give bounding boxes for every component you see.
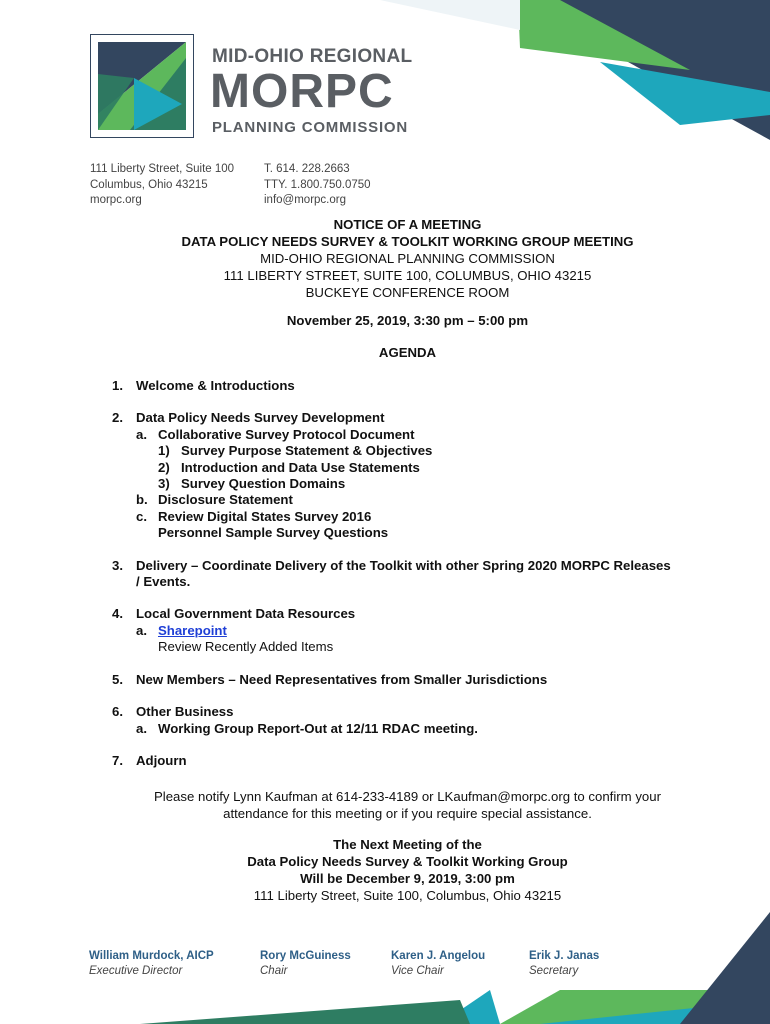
agenda-subitem — [136, 721, 712, 737]
subsubitem-number: 2) — [158, 459, 170, 475]
agenda-subsubitem — [158, 460, 712, 476]
signature-name: Erik J. Janas — [529, 950, 600, 962]
agenda-item-title: New Members – Need Representatives from Smaller Jurisdictions — [136, 671, 548, 687]
attendance-notice-line-1: Please notify Lynn Kaufman at 614-233-4189 or LKaufman@morpc.org to confirm your — [154, 789, 661, 804]
subsubitem-title: Survey Purpose Statement & Objectives — [181, 443, 433, 459]
subitem-letter: a. — [136, 622, 147, 638]
meeting-location: 111 LIBERTY STREET, SUITE 100, COLUMBUS, OHIO 43215 — [223, 268, 592, 283]
agenda-item — [112, 410, 712, 541]
agenda-item-title: Other Business — [136, 704, 234, 720]
next-meeting-location: 111 Liberty Street, Suite 100, Columbus, Ohio 43215 — [253, 888, 562, 903]
contact-email: info@morpc.org — [264, 194, 346, 206]
subitem-letter: c. — [136, 508, 147, 524]
agenda-subitem — [136, 509, 712, 542]
subsubitem-title: Survey Question Domains — [181, 476, 346, 492]
address-website: morpc.org — [90, 194, 142, 206]
subitem-title: Disclosure Statement — [158, 492, 293, 508]
subitem-title: Collaborative Survey Protocol Document — [158, 426, 415, 442]
agenda-item-title: Data Policy Needs Survey Development — [136, 410, 385, 426]
signature-block — [529, 949, 599, 979]
agenda-item-title-continued: / Events. — [136, 574, 191, 590]
agenda-item-title: Adjourn — [136, 752, 187, 768]
agenda-item — [112, 753, 712, 769]
signature-title: Chair — [260, 965, 288, 977]
agenda-item-number: 1. — [112, 378, 123, 393]
next-meeting-date: Will be December 9, 2019, 3:00 pm — [300, 871, 515, 886]
subsubitem-number: 1) — [158, 443, 170, 459]
next-meeting — [100, 836, 715, 904]
logo-line-3: PLANNING COMMISSION — [212, 119, 409, 136]
agenda-subsubitem — [158, 476, 712, 492]
agenda-item-title: Delivery – Coordinate Delivery of the Toolkit with other Spring 2020 MORPC Releases — [136, 557, 671, 573]
agenda-item — [112, 704, 712, 737]
meeting-name: DATA POLICY NEEDS SURVEY & TOOLKIT WORKING GROUP MEETING — [181, 234, 634, 249]
sharepoint-link[interactable]: Sharepoint — [158, 622, 227, 638]
agenda-item — [112, 672, 712, 688]
agenda-subitem — [136, 427, 712, 493]
signature-block — [89, 949, 214, 979]
signature-title: Executive Director — [89, 965, 183, 977]
subsubitem-number: 3) — [158, 476, 170, 492]
agenda-item — [112, 606, 712, 655]
meeting-room: BUCKEYE CONFERENCE ROOM — [305, 285, 510, 300]
meeting-date: November 25, 2019, 3:30 pm – 5:00 pm — [286, 313, 529, 328]
agenda-subitem — [136, 492, 712, 508]
morpc-logo-icon — [90, 34, 194, 138]
attendance-notice — [100, 788, 715, 822]
agenda-item-number: 5. — [112, 671, 123, 687]
meeting-notice — [100, 216, 715, 301]
logo-line-1: MID-OHIO REGIONAL — [212, 46, 413, 67]
agenda-item — [112, 378, 712, 394]
agenda-item-title: Welcome & Introductions — [136, 378, 295, 393]
address-street: 111 Liberty Street, Suite 100 — [90, 163, 235, 175]
agenda-item-number: 6. — [112, 704, 123, 720]
contact-tty: TTY. 1.800.750.0750 — [264, 178, 371, 191]
signature-name: Rory McGuiness — [260, 950, 351, 962]
subitem-title-continued: Personnel Sample Survey Questions — [158, 525, 389, 541]
contact-phone: T. 614. 228.2663 — [264, 163, 350, 175]
logo-wordmark — [212, 46, 412, 138]
agenda-item-number: 4. — [112, 606, 123, 622]
agenda-subsubitem — [158, 443, 712, 459]
attendance-notice-line-2: attendance for this meeting or if you require special assistance. — [223, 806, 592, 821]
signature-name: Karen J. Angelou — [391, 950, 486, 962]
address-city: Columbus, Ohio 43215 — [90, 178, 208, 191]
next-meeting-heading: The Next Meeting of the — [333, 837, 482, 852]
notice-title: NOTICE OF A MEETING — [333, 217, 482, 232]
next-meeting-group: Data Policy Needs Survey & Toolkit Working Group — [247, 854, 568, 869]
agenda-list — [112, 378, 712, 785]
agenda-item-number: 2. — [112, 410, 123, 426]
subitem-letter: a. — [136, 426, 147, 442]
signature-block — [391, 949, 485, 979]
agenda-item — [112, 558, 712, 591]
subitem-title: Working Group Report-Out at 12/11 RDAC meeting. — [158, 720, 478, 736]
subitem-detail: Review Recently Added Items — [158, 639, 334, 655]
contact-block — [264, 162, 371, 209]
address-block — [90, 162, 234, 209]
signature-title: Vice Chair — [391, 965, 444, 977]
subsubitem-title: Introduction and Data Use Statements — [181, 459, 420, 475]
logo-line-2: MORPC — [210, 65, 394, 118]
signature-name: William Murdock, AICP — [89, 950, 214, 962]
subitem-title: Review Digital States Survey 2016 — [158, 508, 372, 524]
signature-block — [260, 949, 351, 979]
organization-name: MID-OHIO REGIONAL PLANNING COMMISSION — [260, 251, 555, 266]
agenda-item-title: Local Government Data Resources — [136, 606, 356, 622]
subitem-letter: a. — [136, 720, 147, 736]
agenda-item-number: 3. — [112, 557, 123, 573]
agenda-subitem — [136, 623, 712, 656]
agenda-title: AGENDA — [378, 345, 437, 360]
subitem-letter: b. — [136, 492, 148, 508]
agenda-item-number: 7. — [112, 752, 123, 768]
signature-title: Secretary — [529, 965, 579, 977]
